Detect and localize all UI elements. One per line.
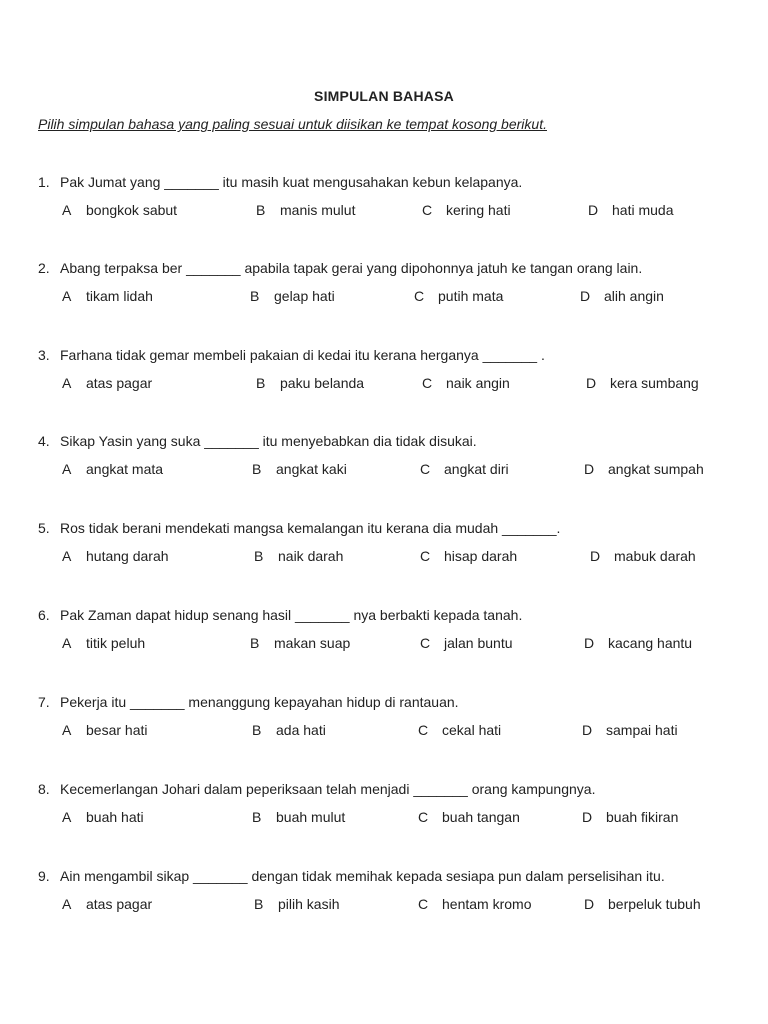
answer-option[interactable]	[422, 375, 510, 391]
option-text: makan suap	[274, 635, 351, 651]
answer-option[interactable]	[62, 461, 163, 477]
question-number: 4.	[38, 433, 50, 449]
option-letter: C	[422, 202, 433, 218]
question-text: Abang terpaksa ber _______ apabila tapak gerai yang dipohonnya jatuh ke tangan orang lain.	[60, 260, 643, 276]
option-letter: B	[250, 635, 260, 651]
question-text: Pak Jumat yang _______ itu masih kuat mengusahakan kebun kelapanya.	[60, 174, 523, 190]
question-number: 3.	[38, 347, 50, 363]
option-text: buah tangan	[442, 809, 520, 825]
question-item	[38, 433, 738, 493]
question-number: 1.	[38, 174, 50, 190]
question-text: Farhana tidak gemar membeli pakaian di kedai itu kerana herganya _______ .	[60, 347, 545, 363]
question-text: Kecemerlangan Johari dalam peperiksaan telah menjadi _______ orang kampungnya.	[60, 781, 596, 797]
answer-option[interactable]	[580, 288, 664, 304]
question-item	[38, 174, 738, 234]
answer-option[interactable]	[62, 375, 152, 391]
answer-option[interactable]	[420, 635, 513, 651]
answer-option[interactable]	[254, 896, 339, 912]
option-letter: B	[256, 375, 266, 391]
answer-option[interactable]	[590, 548, 696, 564]
page-title: SIMPULAN BAHASA	[314, 88, 454, 104]
question-number: 2.	[38, 260, 50, 276]
option-text: hutang darah	[86, 548, 169, 564]
option-text: hentam kromo	[442, 896, 532, 912]
answer-option[interactable]	[250, 635, 350, 651]
option-letter: C	[422, 375, 433, 391]
question-line	[38, 694, 459, 710]
answer-option[interactable]	[420, 548, 517, 564]
question-text: Pak Zaman dapat hidup senang hasil _______ nya berbakti kepada tanah.	[60, 607, 523, 623]
question-line	[38, 174, 522, 190]
answer-option[interactable]	[250, 288, 335, 304]
option-text: angkat sumpah	[608, 461, 704, 477]
answer-option[interactable]	[62, 288, 153, 304]
answer-option[interactable]	[256, 202, 355, 218]
answer-option[interactable]	[584, 896, 701, 912]
question-item	[38, 694, 738, 754]
option-letter: D	[584, 461, 595, 477]
answer-option[interactable]	[584, 461, 704, 477]
option-letter: C	[414, 288, 425, 304]
question-text: Pekerja itu _______ menanggung kepayahan hidup di rantauan.	[60, 694, 459, 710]
question-number: 8.	[38, 781, 50, 797]
option-text: alih angin	[604, 288, 664, 304]
option-letter: D	[584, 635, 595, 651]
answer-option[interactable]	[582, 722, 678, 738]
option-letter: B	[254, 896, 264, 912]
question-item	[38, 781, 738, 841]
question-line	[38, 260, 642, 276]
answer-option[interactable]	[62, 202, 177, 218]
answer-option[interactable]	[414, 288, 503, 304]
option-letter: A	[62, 809, 72, 825]
option-letter: A	[62, 288, 72, 304]
option-letter: A	[62, 722, 72, 738]
option-letter: C	[420, 548, 431, 564]
answer-option[interactable]	[252, 722, 326, 738]
question-item	[38, 607, 738, 667]
option-letter: A	[62, 548, 72, 564]
option-letter: B	[250, 288, 260, 304]
answer-option[interactable]	[62, 635, 145, 651]
answer-option[interactable]	[252, 461, 347, 477]
option-letter: B	[252, 809, 262, 825]
option-text: angkat mata	[86, 461, 164, 477]
answer-option[interactable]	[422, 202, 511, 218]
question-number: 7.	[38, 694, 50, 710]
option-text: ada hati	[276, 722, 326, 738]
option-text: atas pagar	[86, 896, 153, 912]
option-text: angkat diri	[444, 461, 509, 477]
option-text: kacang hantu	[608, 635, 693, 651]
option-text: naik angin	[446, 375, 510, 391]
question-line	[38, 607, 522, 623]
option-text: hati muda	[612, 202, 674, 218]
option-text: paku belanda	[280, 375, 365, 391]
option-letter: D	[584, 896, 595, 912]
option-text: tikam lidah	[86, 288, 153, 304]
question-number: 9.	[38, 868, 50, 884]
option-text: sampai hati	[606, 722, 678, 738]
option-letter: A	[62, 461, 72, 477]
answer-option[interactable]	[418, 722, 501, 738]
option-text: angkat kaki	[276, 461, 347, 477]
option-text: cekal hati	[442, 722, 502, 738]
instruction-text: Pilih simpulan bahasa yang paling sesuai untuk diisikan ke tempat kosong berikut.	[38, 116, 547, 132]
option-letter: B	[256, 202, 266, 218]
question-line	[38, 781, 595, 797]
option-text: bongkok sabut	[86, 202, 178, 218]
answer-option[interactable]	[420, 461, 509, 477]
question-line	[38, 433, 477, 449]
option-letter: D	[590, 548, 601, 564]
option-letter: C	[418, 722, 429, 738]
question-text: Ain mengambil sikap _______ dengan tidak memihak kepada sesiapa pun dalam perselisihan itu.	[60, 868, 665, 884]
option-text: mabuk darah	[614, 548, 696, 564]
option-text: kera sumbang	[610, 375, 699, 391]
question-number: 6.	[38, 607, 50, 623]
question-item	[38, 868, 738, 928]
option-letter: C	[418, 896, 429, 912]
question-line	[38, 347, 545, 363]
answer-option[interactable]	[582, 809, 678, 825]
option-text: titik peluh	[86, 635, 146, 651]
question-item	[38, 520, 738, 580]
answer-option[interactable]	[62, 896, 152, 912]
option-letter: A	[62, 202, 72, 218]
answer-option[interactable]	[256, 375, 364, 391]
question-line	[38, 868, 665, 884]
option-letter: C	[420, 461, 431, 477]
answer-option[interactable]	[62, 809, 144, 825]
option-text: kering hati	[446, 202, 511, 218]
option-letter: A	[62, 896, 72, 912]
question-line	[38, 520, 560, 536]
question-number: 5.	[38, 520, 50, 536]
option-letter: D	[582, 809, 593, 825]
answer-option[interactable]	[418, 896, 531, 912]
option-text: gelap hati	[274, 288, 335, 304]
option-text: jalan buntu	[444, 635, 513, 651]
option-letter: D	[580, 288, 591, 304]
option-text: naik darah	[278, 548, 344, 564]
option-text: putih mata	[438, 288, 504, 304]
option-text: buah mulut	[276, 809, 346, 825]
answer-option[interactable]	[588, 202, 673, 218]
option-letter: C	[420, 635, 431, 651]
option-text: atas pagar	[86, 375, 153, 391]
option-letter: B	[252, 461, 262, 477]
answer-option[interactable]	[586, 375, 699, 391]
question-text: Sikap Yasin yang suka _______ itu menyebabkan dia tidak disukai.	[60, 433, 477, 449]
option-text: buah hati	[86, 809, 144, 825]
option-text: besar hati	[86, 722, 148, 738]
option-letter: B	[252, 722, 262, 738]
option-letter: D	[586, 375, 597, 391]
answer-option[interactable]	[252, 809, 345, 825]
answer-option[interactable]	[418, 809, 520, 825]
answer-option[interactable]	[584, 635, 692, 651]
question-text: Ros tidak berani mendekati mangsa kemalangan itu kerana dia mudah _______.	[60, 520, 561, 536]
question-item	[38, 347, 738, 407]
answer-option[interactable]	[254, 548, 343, 564]
answer-option[interactable]	[62, 548, 169, 564]
option-text: manis mulut	[280, 202, 356, 218]
option-text: buah fikiran	[606, 809, 679, 825]
option-letter: A	[62, 375, 72, 391]
option-letter: D	[582, 722, 593, 738]
option-letter: A	[62, 635, 72, 651]
option-letter: D	[588, 202, 599, 218]
option-letter: B	[254, 548, 264, 564]
option-letter: C	[418, 809, 429, 825]
option-text: hisap darah	[444, 548, 518, 564]
answer-option[interactable]	[62, 722, 147, 738]
question-item	[38, 260, 738, 320]
option-text: pilih kasih	[278, 896, 340, 912]
option-text: berpeluk tubuh	[608, 896, 701, 912]
